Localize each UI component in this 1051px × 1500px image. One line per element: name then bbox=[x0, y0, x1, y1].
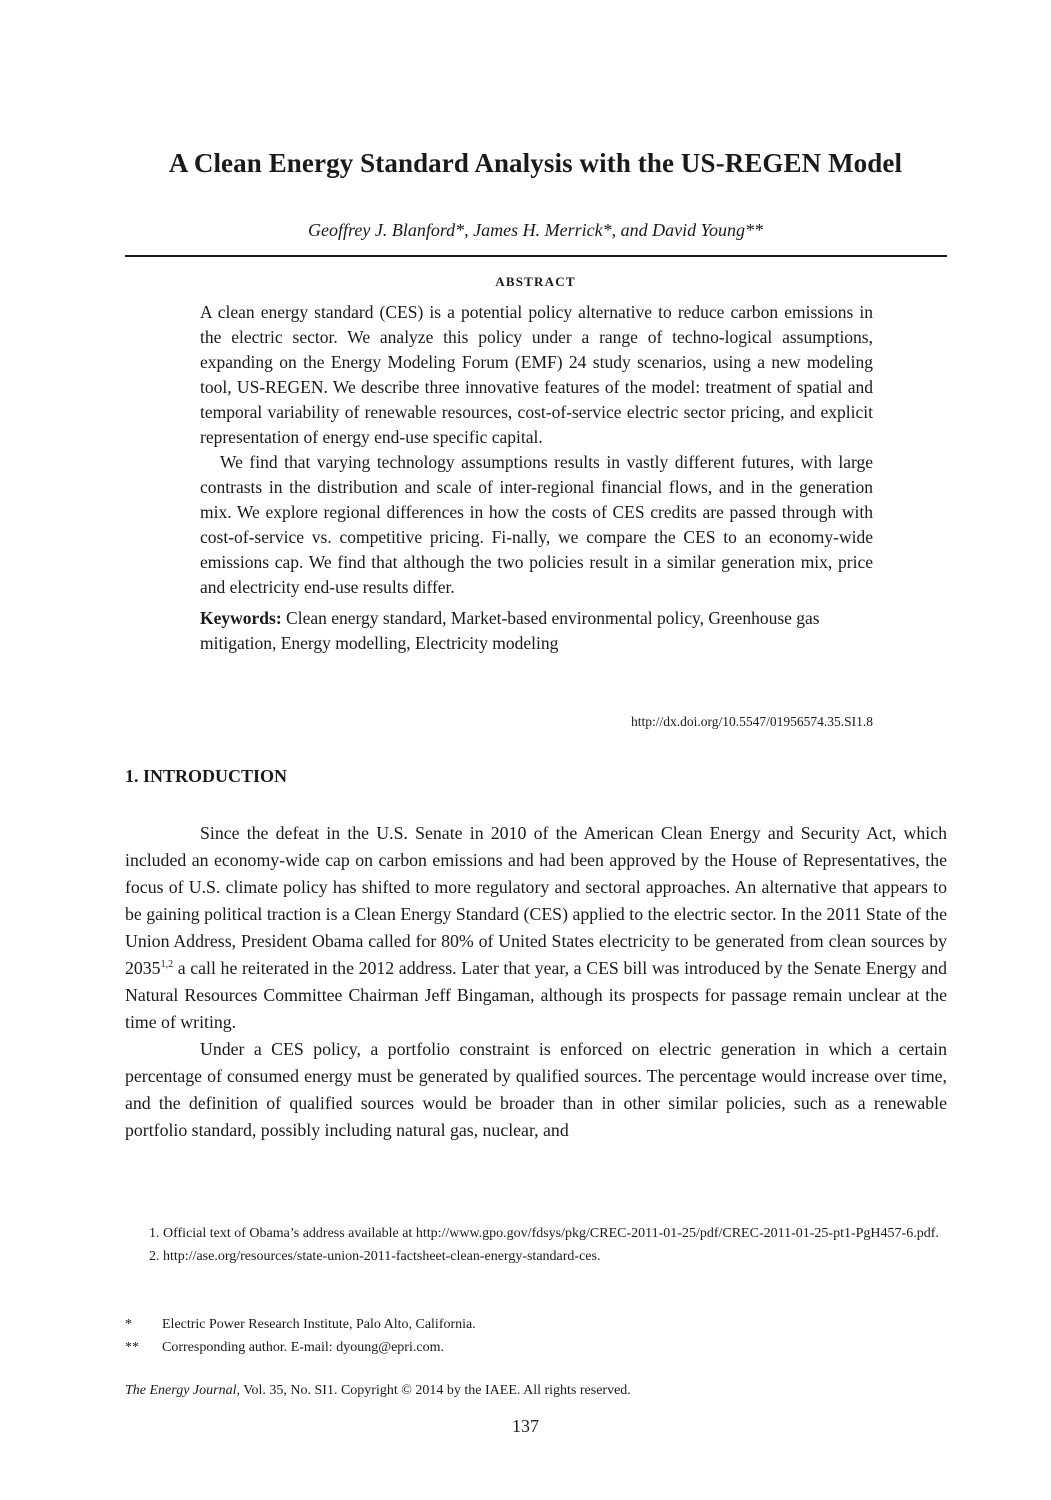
abstract bbox=[200, 300, 873, 656]
footnotes bbox=[125, 1222, 947, 1268]
footnote-ref[interactable]: 1,2 bbox=[160, 959, 174, 971]
body-text bbox=[125, 820, 947, 1144]
abstract-paragraph: We find that varying technology assumptions results in vastly different futures, with large contrasts in the distribution and scale of inter-regional financial flows, and in the generation mix. We explore regional differences in how the costs of CES credits are passed through with cost-of-service vs. competitive pricing. Fi-nally, we compare the CES to an economy-wide emissions cap. We find that although the two policies result in a similar generation mix, price and electricity end-use results differ. bbox=[200, 452, 873, 597]
journal-citation bbox=[125, 1383, 631, 1399]
footnote: 1. Official text of Obama’s address available at http://www.gpo.gov/fdsys/pkg/CREC-2011-01-25/pdf/CREC-2011-01-25-pt1-PgH457-6.pdf. bbox=[149, 1226, 939, 1241]
abstract-heading: ABSTRACT bbox=[495, 274, 576, 289]
affiliation-text: Electric Power Research Institute, Palo Alto, California. bbox=[162, 1317, 476, 1332]
body-paragraph bbox=[125, 820, 947, 1036]
page-number: 137 bbox=[512, 1416, 539, 1436]
body-text-run: Since the defeat in the U.S. Senate in 2010 of the American Clean Energy and Security Act, which included an economy-wide cap on carbon emissions and had been approved by the House of Representatives, the focus of U.S. climate policy has shifted to more regulatory and sectoral approaches. An alternative that appears to be gaining political traction is a Clean Energy Standard (CES) applied to the electric sector. In the 2011 State of the Union Address, President Obama called for 80% of United States electricity to be generated from clean sources by 2035 bbox=[125, 823, 947, 978]
title-divider bbox=[125, 255, 947, 257]
author-list: Geoffrey J. Blanford*, James H. Merrick*, and David Young** bbox=[308, 220, 763, 240]
doi-link[interactable]: http://dx.doi.org/10.5547/01956574.35.SI1.8 bbox=[630, 714, 873, 729]
abstract-paragraph: A clean energy standard (CES) is a potential policy alternative to reduce carbon emissions in the electric sector. We analyze this policy under a range of techno-logical assumptions, expanding on the Energy Modeling Forum (EMF) 24 study scenarios, using a new modeling tool, US-REGEN. We describe three innovative features of the model: treatment of spatial and temporal variability of renewable resources, cost-of-service electric sector pricing, and explicit representation of energy end-use specific capital. bbox=[200, 302, 873, 447]
keywords-label: Keywords: bbox=[200, 608, 282, 628]
affiliations bbox=[125, 1313, 947, 1359]
body-paragraph: Under a CES policy, a portfolio constraint is enforced on electric generation in which a certain percentage of consumed energy must be generated by qualified sources. The percentage would increase over time, and the definition of qualified sources would be broader than in other similar policies, such as a renewable portfolio standard, possibly including natural gas, nuclear, and bbox=[125, 1039, 947, 1140]
section-heading: 1. INTRODUCTION bbox=[125, 766, 288, 786]
keywords-text: Clean energy standard, Market-based environmental policy, Greenhouse gas mitigation, Energy modelling, Electricity modeling bbox=[200, 608, 820, 653]
body-text-run: a call he reiterated in the 2012 address. Later that year, a CES bill was introduced by the Senate Energy and Natural Resources Committee Chairman Jeff Bingaman, although its prospects for passage remain unclear at the time of writing. bbox=[125, 958, 947, 1032]
affiliation bbox=[125, 1313, 947, 1336]
affiliation-mark: * bbox=[125, 1317, 132, 1332]
affiliation-text: Corresponding author. E-mail: dyoung@epri.com. bbox=[162, 1340, 444, 1355]
keywords bbox=[200, 606, 873, 656]
paper-title: A Clean Energy Standard Analysis with the US-REGEN Model bbox=[168, 148, 903, 178]
journal-name: The Energy Journal bbox=[125, 1383, 237, 1398]
journal-details: , Vol. 35, No. SI1. Copyright © 2014 by the IAEE. All rights reserved. bbox=[236, 1383, 631, 1398]
footnote: 2. http://ase.org/resources/state-union-2011-factsheet-clean-energy-standard-ces. bbox=[149, 1249, 601, 1264]
affiliation bbox=[125, 1336, 947, 1359]
affiliation-mark: ** bbox=[125, 1340, 139, 1355]
